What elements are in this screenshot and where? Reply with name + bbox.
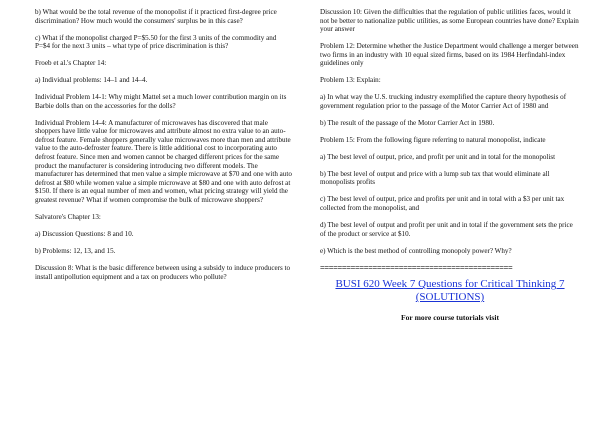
problem-13-heading: Problem 13: Explain: [320, 76, 381, 85]
left-column [35, 8, 292, 290]
problem-14-4: Individual Problem 14-4: A manufacturer of microwaves has discovered that male shoppers have little value for microwaves and attribute almost no extra value to an auto-defrost feature. Female shoppers generally value microwaves more than men and attribute value to the auto-defroster feature. There is little additional cost to incorporating auto defrost feature. Since men and women cannot be charged different prices for the same product the manufacturer is considering introducing two different models. The manufacturer has determined that men value a simple microwave at $70 and one with auto defrost at $80 while women value a simple microwave at $80 and one with auto defrost at $150. If there is an equal number of men and women, what pricing strategy will yield the greatest revenue? What if women compromise the bulk of microwave shoppers? [35, 118, 292, 205]
problem-15-a: a) The best level of output, price, and profit per unit and in total for the monopolist [320, 152, 556, 161]
discussion-8: Discussion 8: What is the basic difference between using a subsidy to induce producers to install antipollution equipment and a tax on producers who pollute? [35, 263, 291, 281]
individual-problems-list: a) Individual problems: 14–1 and 14–4. [35, 76, 148, 85]
discussion-10: Discussion 10: Given the difficulties that the regulation of public utilities faces, would it not be better to nationalize public utilities, as some European countries have done? Explain your answer [320, 8, 579, 34]
froeb-chapter-heading: Froeb et al.'s Chapter 14: [35, 59, 107, 68]
section-divider: ============================================ [320, 263, 513, 272]
question-c-price-discrimination: c) What if the monopolist charged P=$5.50 for the first 3 units of the commodity and P=$4 for the next 3 units – what type of price discrimination is this? [35, 33, 277, 51]
problem-15-c: c) The best level of output, price and profits per unit and in total with a $3 per unit tax collected from the monopolist, and [320, 195, 565, 213]
problem-15-e: e) Which is the best method of controlling monopoly power? Why? [320, 246, 512, 255]
more-tutorials-text: For more course tutorials visit [401, 313, 499, 323]
problem-14-1: Individual Problem 14-1: Why might Mattel set a much lower contribution margin on its Barbie dolls than on the accessories for the dolls? [35, 93, 287, 110]
right-column [320, 8, 580, 331]
problem-15-d: d) The best level of output and profit per unit and in total if the government sets the price of the product or service at $10. [320, 221, 573, 238]
question-b-first-degree: b) What would be the total revenue of the monopolist if it practiced first-degree price discrimination? How much would the consumers' surplus be in this case? [35, 8, 277, 25]
salvatore-chapter-heading: Salvatore's Chapter 13: [35, 213, 101, 222]
problem-13-b: b) The result of the passage of the Motor Carrier Act in 1980. [320, 118, 495, 127]
problems-list: b) Problems: 12, 13, and 15. [35, 247, 116, 255]
solutions-link[interactable]: BUSI 620 Week 7 Questions for Critical Thinking 7 (SOLUTIONS) [335, 278, 565, 304]
problem-15-b: b) The best level of output and price with a lump sub tax that would eliminate all monopolists profits [320, 169, 550, 187]
discussion-questions-list: a) Discussion Questions: 8 and 10. [35, 230, 134, 239]
problem-13-a: a) In what way the U.S. trucking industry exemplified the capture theory hypothesis of government regulation prior to the passage of the Motor Carrier Act of 1980 and [320, 93, 567, 110]
problem-12: Problem 12: Determine whether the Justice Department would challenge a merger between two firms in an industry with 10 equal sized firms, based on its 1984 Herfindahl-index guidelines only [320, 42, 579, 68]
problem-15-heading: Problem 15: From the following figure referring to natural monopolist, indicate [320, 135, 546, 144]
